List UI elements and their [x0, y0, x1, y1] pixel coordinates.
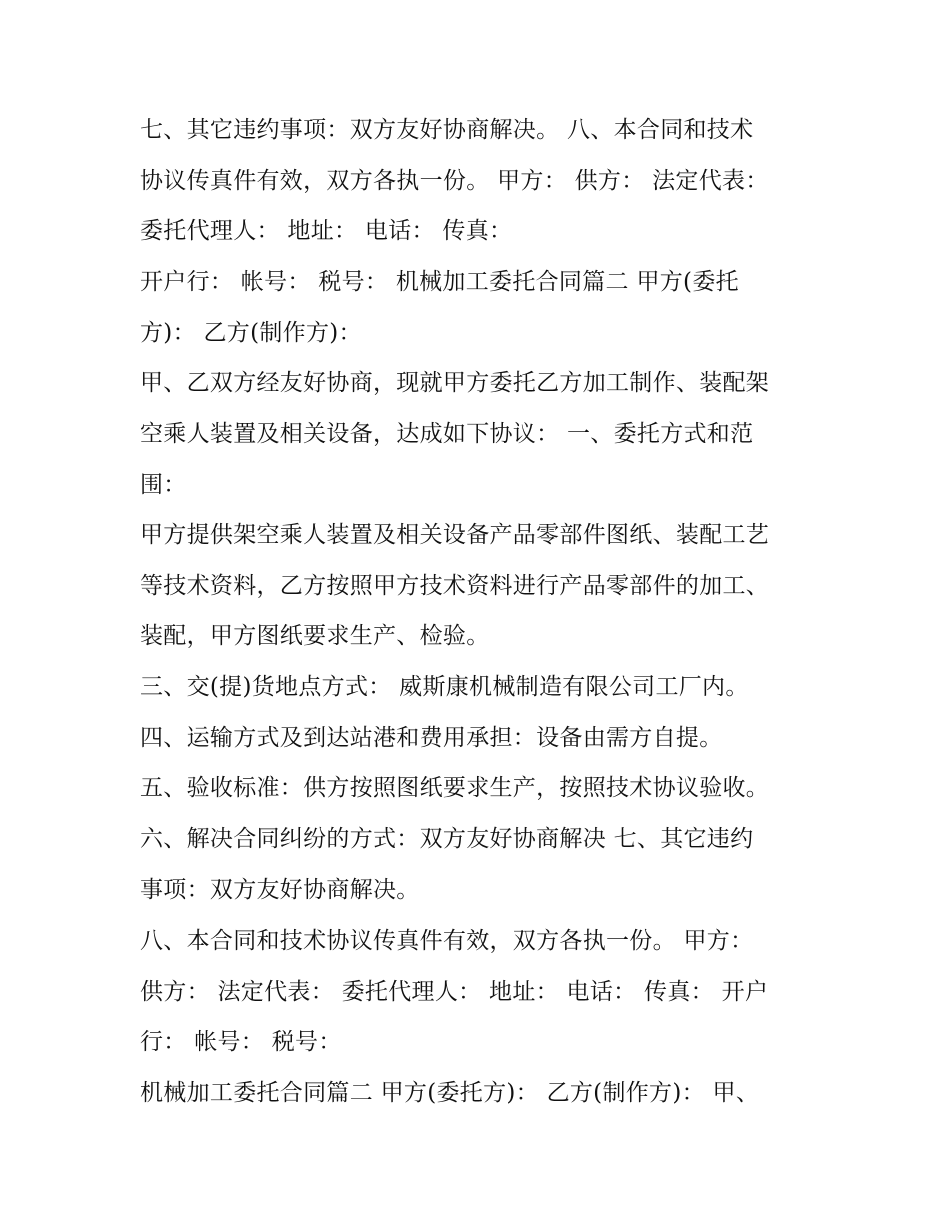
text-line: 空乘人装置及相关设备，达成如下协议： 一、委托方式和范 — [140, 421, 754, 447]
text-line: 围： — [140, 472, 187, 498]
text-line: 事项：双方友好协商解决。 — [140, 877, 420, 903]
text-line: 等技术资料，乙方按照甲方技术资料进行产品零部件的加工、 — [140, 573, 770, 599]
text-line: 机械加工委托合同篇二 甲方(委托方)： 乙方(制作方)： 甲、 — [140, 1080, 760, 1106]
text-line: 开户行： 帐号： 税号： 机械加工委托合同篇二 甲方(委托 — [140, 269, 739, 295]
text-line: 四、运输方式及到达站港和费用承担：设备由需方自提。 — [140, 725, 723, 751]
text-line: 六、解决合同纠纷的方式：双方友好协商解决 七、其它违约 — [140, 826, 754, 852]
text-line: 五、验收标准：供方按照图纸要求生产，按照技术协议验收。 — [140, 775, 770, 801]
text-line: 协议传真件有效，双方各执一份。 甲方： 供方： 法定代表： — [140, 168, 769, 194]
text-line: 委托代理人： 地址： 电话： 传真： — [140, 218, 513, 244]
text-line: 甲、乙双方经友好协商，现就甲方委托乙方加工制作、装配架 — [140, 370, 770, 396]
text-line: 八、本合同和技术协议传真件有效，双方各执一份。 甲方： — [140, 928, 754, 954]
text-line: 七、其它违约事项：双方友好协商解决。 八、本合同和技术 — [140, 117, 754, 143]
text-line: 装配，甲方图纸要求生产、检验。 — [140, 623, 490, 649]
text-line: 供方： 法定代表： 委托代理人： 地址： 电话： 传真： 开户 — [140, 979, 769, 1005]
text-line: 行： 帐号： 税号： — [140, 1029, 342, 1055]
text-line: 方)： 乙方(制作方)： — [140, 320, 362, 346]
text-line: 甲方提供架空乘人装置及相关设备产品零部件图纸、装配工艺 — [140, 522, 770, 548]
text-line: 三、交(提)货地点方式： 威斯康机械制造有限公司工厂内。 — [140, 674, 749, 700]
